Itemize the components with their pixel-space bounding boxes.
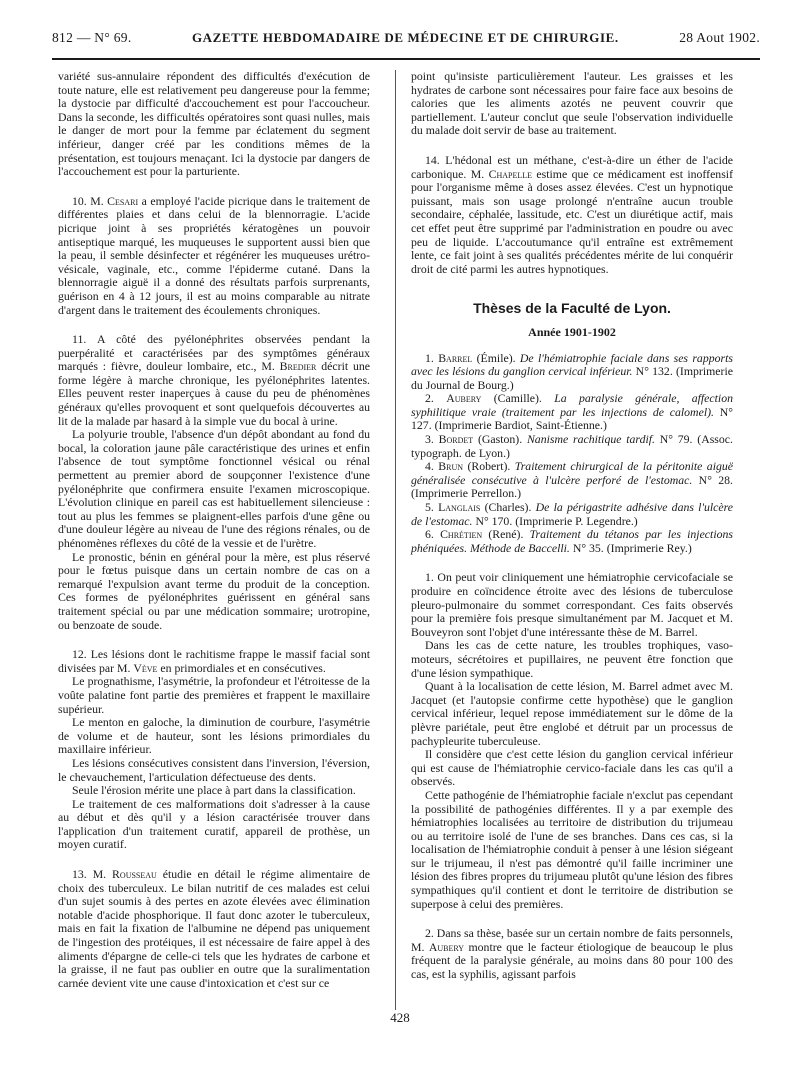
thesis-number: 6. (425, 527, 434, 542)
paragraph-text: décrit une forme légère à marche chronique, les pyélonéphrites latentes. Elles peuvent rester inaperçues à cause du peu de phénomènes généraux qu'elles provoquent et sont quelquefois découvertes au lit de la malade par hasard à la simple vue du bocal à urine. (58, 359, 370, 428)
thesis-author: Aubery (446, 391, 482, 406)
thesis-author: Chrétien (440, 527, 483, 542)
thesis-number: 3. (425, 432, 434, 447)
thesis-number: 4. (425, 459, 434, 474)
paragraph-continuation: point qu'insiste particulièrement l'auteur. Les graisses et les hydrates de carbone sont nécessaires pour faire face aux besoins de calories que les aliments azotés ne peuvent couvrir que partiellement. L'auteur conclut que seule l'observation individuelle du malade doit servir de base au traitement. (411, 69, 733, 138)
thesis-author-first: (Gaston). (473, 432, 527, 447)
paragraph-text: 14. L'hédonal est un méthane, c'est-à-dire un éther de l'acide carbonique. (411, 152, 733, 181)
thesis-title: Nanisme rachitique tardif. (526, 432, 655, 447)
left-column (58, 70, 370, 990)
author-name: M. Rousseau (92, 867, 157, 882)
paragraph-11c: Le pronostic, bénin en général pour la mère, est plus réservé pour le fœtus puisque dans un certain nombre de cas on a remarqué l'expulsion avant terme du produit de la conception. Ces formes de pyélonéphrites guérissent en général sans traitement spécial ou par une médication sommaire; urotropine, ou benzoate de soude. (58, 549, 370, 632)
paragraph-11 (58, 333, 370, 428)
thesis-entry (411, 433, 733, 460)
thesis-publisher: N° 35. (Imprimerie Rey.) (569, 540, 692, 555)
item-number: 10. (72, 193, 87, 208)
paragraph-text: étudie en détail le régime alimentaire de choix des tuberculeux. Le bilan nutritif de ces malades est celui d'un sujet soumis à des pertes en azote élevées avec élimination notable d'acide phosphorique. Il faut donc azoter le tuberculeux, mais en fait la fixation de l'albumine ne dépend pas uniquement de l'ingestion des protéiques, il est nécessaire de faire appel à des aliments d'épargne de celle-ci tels que les hydrates de carbone et la graisse, il ne faut pas oublier en outre que la suralimentation carnée devient vite une cause d'intoxication et c'est sur ce (58, 867, 370, 990)
author-name: M. Cesari (90, 193, 139, 208)
paragraph-10 (58, 195, 370, 317)
paragraph-12d: Les lésions consécutives consistent dans l'inversion, l'éversion, le chevauchement, l'articulation défectueuse des dents. (58, 755, 370, 784)
thesis-entry (411, 528, 733, 555)
thesis-title: Traitement du tétanos par les injections phéniquées. Méthode de Baccelli. (411, 527, 733, 555)
thesis-author: Langlais (438, 500, 481, 515)
page-issue: 812 — N° 69. (52, 30, 132, 45)
author-name: Vève (133, 660, 158, 675)
thesis-publisher: N° 28. (Imprimerie Perrellon.) (411, 472, 733, 501)
paragraph-text: 11. A côté des pyélonéphrites observées pendant la puerpéralité et caractérisées par des symptômes généraux marqués : fièvre, douleur lombaire, etc., M. (58, 332, 370, 374)
thesis-summary-1b: Dans les cas de cette nature, les troubles trophiques, vaso-moteurs, sécrétoires et pupillaires, ne peuvent être fonction que d'une lésion sympathique. (411, 638, 733, 680)
page-number: 428 (390, 1010, 410, 1025)
paragraph-14 (411, 154, 733, 276)
thesis-number: 2. (425, 391, 434, 406)
thesis-title: La paralysie générale, affection syphilitique vraie (traitement par les injections de calomel). (411, 391, 733, 419)
section-subtitle: Année 1901-1902 (528, 324, 616, 339)
thesis-summary-1e: Cette pathogénie de l'hémiatrophie faciale n'exclut pas cependant la possibilité de pathogénies différentes. Il y a par exemple des hémiatrophies localisées au territoire de distribution du trijumeau ou au territoire isolé de l'une de ses branches. Dans ces cas, si la localisation de l'hémiatrophie conduit à penser à une lésion siégeant sur le trijumeau, il n'est pas démontré qu'il faille incriminer une lésion des fibres propres du trijumeau plutôt qu'une lésion des fibres sympathiques qu'il contient et dont le territoire de distribution se superpose à celui des premières. (411, 787, 733, 911)
paragraph-text: 2. Dans sa thèse, basée sur un certain nombre de faits personnels, M. (411, 926, 733, 954)
paragraph-text: a employé l'acide picrique dans le traitement de différentes plaies et dans celui de la blennorragie. L'acide picrique joint à ses propriétés kératogènes un pouvoir antiseptique marqué, les muqueuses le supportent aussi bien que la peau, il semble désinfecter et régénérer les muqueuses urétro-vésicale, vaginale, etc., comme l'épiderme cutané. Dans la blennorragie aiguë il a donné des résultats parfois surprenants, guérison en 4 à 12 jours, il est au moins comparable au nitrate d'argent dans le traitement des écoulements chroniques. (58, 193, 370, 317)
thesis-title: Traitement chirurgical de la péritonite aiguë généralisée consécutive à l'ulcère perforé de l'estomac. (411, 459, 734, 487)
thesis-author-first: (Camille). (481, 391, 555, 406)
thesis-publisher: N° 79. (Assoc. typograph. de Lyon.) (411, 432, 733, 460)
paragraph-12 (58, 648, 370, 675)
thesis-author-first: (Charles). (480, 500, 536, 515)
author-name: Aubery (428, 939, 465, 954)
thesis-number: 5. (425, 500, 434, 515)
paragraph-text: 12. Les lésions dont le rachitisme frappe le massif facial sont divisées par M. (58, 647, 370, 675)
thesis-author-first: (René). (482, 527, 530, 542)
thesis-summary-1: 1. On peut voir cliniquement une hémiatrophie cervicofaciale se produire en coïncidence étroite avec des lésions de tuberculose pleuro-pulmonaire du sommet correspondant. Ces faits observés pour la première fois presque simultanément par M. Jacquet et M. Bouveyron sont l'objet d'une intéressante thèse de M. Barrel. (411, 570, 733, 639)
thesis-entry (411, 392, 733, 433)
paragraph-text: montre que le facteur étiologique de beaucoup le plus fréquent de la paralysie générale, au moins dans 80 pour 100 des cas, est la syphilis, agissant parfois (411, 939, 733, 982)
paragraph-12f: Le traitement de ces malformations doit s'adresser à la cause au début et dès qu'il y a lésion caractérisée trouver dans l'application d'un traitement curatif, appareil de prothèse, un moyen curatif. (58, 796, 370, 852)
paragraph-12e: Seule l'érosion mérite une place à part dans la classification. (72, 783, 356, 798)
paragraph-text: estime que ce médicament est inoffensif pour l'organisme même à doses assez élevées. C'est un hypnotique puissant, mais son usage prolongé n'entraîne aucun trouble secondaire, céphalée, lassitude, etc. C'est un diurétique actif, mais cet effet peut être supprimé par l'administration en poudre ou avec peu de liquide. L'accoutumance qu'il entraîne est extrêmement lente, ce fait joint à ses qualités précédentes mérite de lui conquérir droit de cité parmi les autres hypnotiques. (411, 166, 734, 276)
section-title: Thèses de la Faculté de Lyon. (473, 300, 671, 317)
thesis-publisher: N° 132. (Imprimerie du Journal de Bourg.) (411, 364, 733, 392)
paragraph-12b: Le prognathisme, l'asymétrie, la profondeur et l'étroitesse de la voûte palatine font partie des premières et frappent le maxillaire supérieur. (58, 674, 370, 716)
issue-date: 28 Aout 1902. (679, 30, 760, 45)
thesis-publisher: N° 170. (Imprimerie P. Legendre.) (472, 513, 638, 528)
author-name: Bredier (279, 359, 317, 374)
thesis-author-first: (Robert). (463, 459, 515, 474)
header-rule (52, 58, 760, 60)
thesis-author-first: (Émile). (472, 350, 520, 365)
paragraph-continuation: variété sus-annulaire répondent des difficultés d'exécution de toute nature, elle est relativement peu dangereuse pour la femme; la dystocie par difficulté d'accouchement est pour l'accoucheur. Dans la seconde, les difficultés opératoires sont quasi nulles, mais le danger de mort pour la femme par éclatement du segment inférieur, danger créé par les conditions mêmes de la présentation, est toujours menaçant. Ici la dystocie par dangers de l'accouchement est pour la parturiente. (58, 69, 370, 179)
thesis-summary-2 (411, 927, 733, 981)
paragraph-11b: La polyurie trouble, l'absence d'un dépôt abondant au fond du bocal, la coloration jaune pâle caractéristique des urines et enfin l'absence de tout symptôme fonctionnel vésical ou rénal permettent au premier abord de soupçonner l'existence d'une pyélonéphrite que confirmera ensuite l'examen microscopique. L'évolution clinique en pareil cas est habituellement silencieuse : tout au plus les femmes se plaignent-elles parfois d'une gêne ou d'une douleur légère au niveau de l'une des régions rénales, ou de phénomènes réflexes du côté de la vessie et de l'urètre. (58, 427, 370, 550)
thesis-author: Bordet (438, 432, 474, 447)
theses-list (411, 352, 733, 556)
thesis-publisher: N° 127. (Imprimerie Bardiot, Saint-Étienne.) (411, 404, 733, 433)
item-number: 13. (72, 867, 87, 882)
running-header (52, 30, 760, 54)
thesis-entry (411, 352, 733, 393)
thesis-title: De la périgastrite adhésive dans l'ulcère de l'estomac. (411, 500, 734, 528)
paragraph-13 (58, 868, 370, 990)
thesis-entry (411, 460, 733, 501)
thesis-author: Barrel (438, 350, 473, 365)
thesis-author: Brun (438, 459, 464, 474)
right-column (411, 70, 733, 982)
thesis-number: 1. (425, 350, 434, 365)
thesis-entry (411, 501, 733, 528)
thesis-title: De l'hémiatrophie faciale dans ses rapports avec les lésions du ganglion cervical inférieur. (411, 350, 733, 379)
thesis-summary-1d: Il considère que c'est cette lésion du ganglion cervical inférieur qui est cause de l'hémiatrophie cervico-faciale dans les cas qu'il a observés. (411, 747, 733, 789)
journal-title: GAZETTE HEBDOMADAIRE DE MÉDECINE ET DE CHIRURGIE. (191, 30, 619, 45)
thesis-summary-1c: Quant à la localisation de cette lésion, M. Barrel admet avec M. Jacquet (et l'autopsie confirme cette hypothèse) que le ganglion cervical inférieur, lequel repose immédiatement sur le dôme de la plèvre pariétale, peut être englobé et détruit par un processus de pachypleurite tuberculeuse. (411, 679, 733, 748)
author-name: M. Chapelle (470, 166, 532, 181)
paragraph-text: en primordiales et en consécutives. (160, 660, 326, 675)
paragraph-12c: Le menton en galoche, la diminution de courbure, l'asymétrie de volume et de hauteur, sont les lésions primordiales du maxillaire inférieur. (58, 715, 370, 757)
column-divider (395, 70, 396, 1010)
